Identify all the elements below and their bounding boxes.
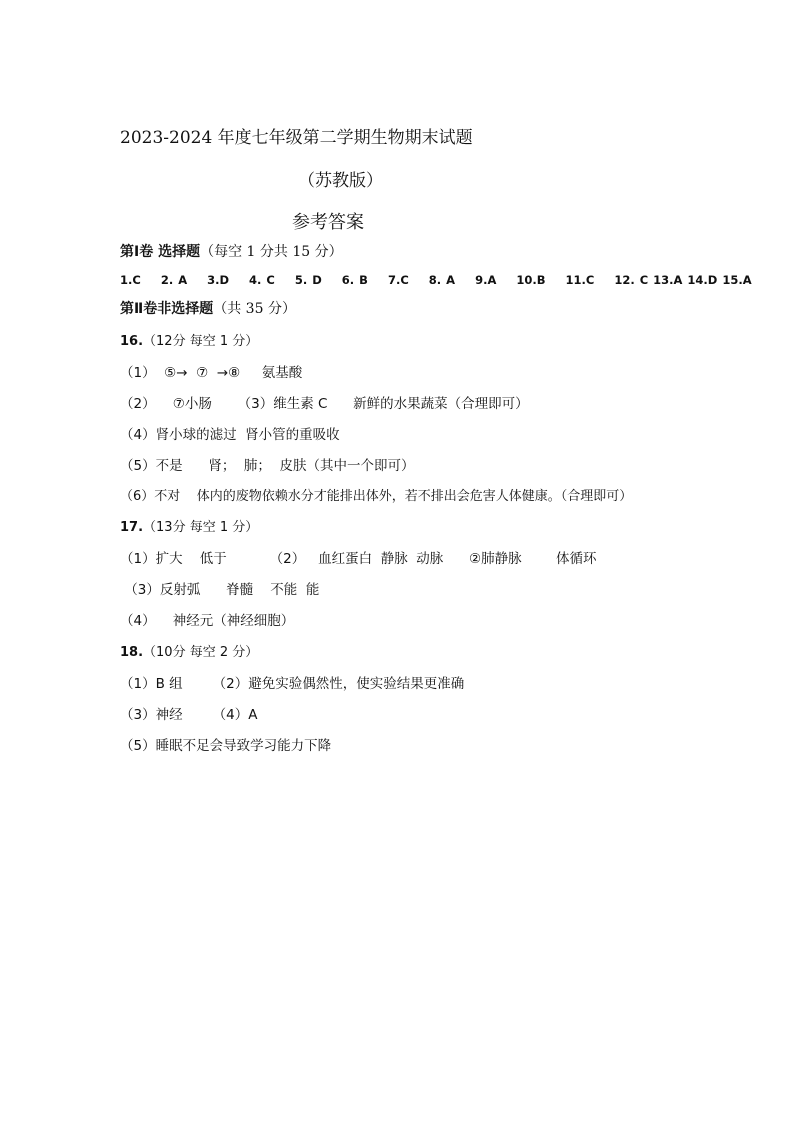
answer-line: （3）反射弧 脊髓 不能 能 <box>120 582 320 598</box>
question-number: 16. <box>120 334 144 349</box>
question-score: （10分 每空 2 分） <box>143 645 259 660</box>
part2-heading <box>120 300 296 318</box>
question-score: （13分 每空 1 分） <box>143 520 259 535</box>
question-number: 17. <box>120 520 144 535</box>
part2-heading-note: （共 35 分） <box>213 301 296 317</box>
multiple-choice-answers: 1.C 2. A 3.D 4. C 5. D 6. B 7.C 8. A 9.A 10.B 11.C 12. C 13.A 14.D 15.A <box>120 273 752 287</box>
answer-line: （2） ⑦小肠 （3）维生素 C 新鲜的水果蔬菜（合理即可） <box>120 396 529 412</box>
answer-line: （1） ⑤→ ⑦ →⑧ 氨基酸 <box>120 365 303 381</box>
exam-title: 2023-2024 年度七年级第二学期生物期末试题 <box>120 128 473 148</box>
part1-heading-title: 第Ⅰ卷 选择题 <box>120 244 201 260</box>
part1-heading-note: （每空 1 分共 15 分） <box>200 244 343 260</box>
answer-line: （5）睡眠不足会导致学习能力下降 <box>120 738 332 754</box>
answer-line: （3）神经 （4）A <box>120 707 258 723</box>
part1-heading <box>120 243 343 261</box>
answer-line: （4）肾小球的滤过 肾小管的重吸收 <box>120 427 340 443</box>
question-number: 18. <box>120 645 144 660</box>
answer-line: （1）扩大 低于 （2） 血红蛋白 静脉 动脉 ②肺静脉 体循环 <box>120 551 597 567</box>
question-16-heading <box>120 333 258 351</box>
edition-label: （苏教版） <box>298 171 383 191</box>
answer-line: （4） 神经元（神经细胞） <box>120 613 295 629</box>
answer-line: （6）不对 体内的废物依赖水分才能排出体外，若不排出会危害人体健康。（合理即可） <box>120 489 633 504</box>
question-18-heading <box>120 644 258 662</box>
answer-line: （5）不是 肾； 肺； 皮肤（其中一个即可） <box>120 458 415 474</box>
part2-heading-title: 第Ⅱ卷非选择题 <box>120 301 214 317</box>
answer-line: （1）B 组 （2）避免实验偶然性，使实验结果更准确 <box>120 676 465 692</box>
answer-key-heading: 参考答案 <box>292 212 364 233</box>
question-17-heading <box>120 519 258 537</box>
question-score: （12分 每空 1 分） <box>143 334 259 349</box>
